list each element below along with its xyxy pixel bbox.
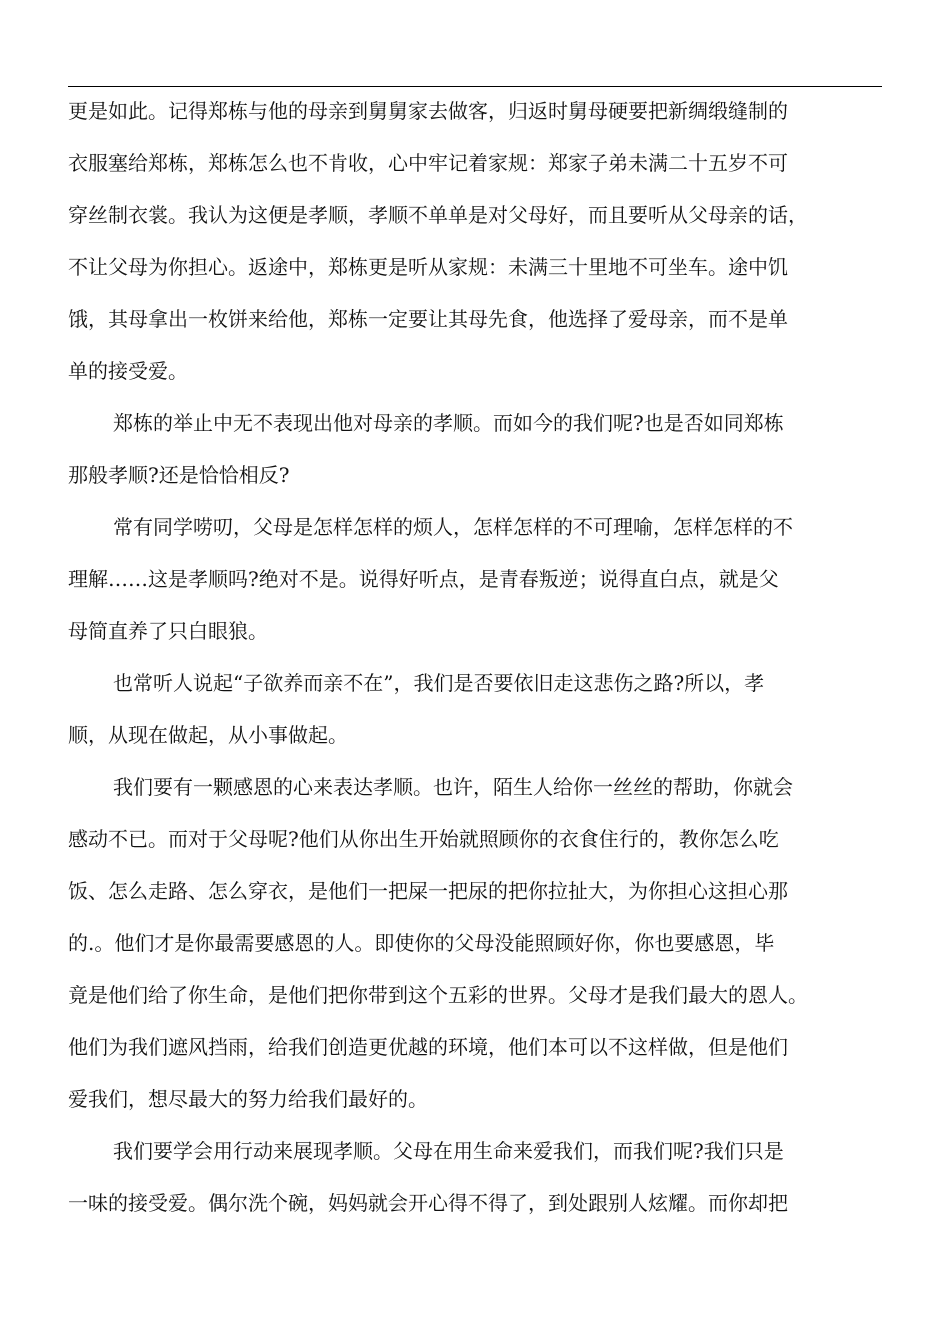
text-line-16: 饭、怎么走路、怎么穿衣，是他们一把屎一把尿的把你拉扯大，为你担心这担心那 [68,879,788,903]
text-line-8: 那般孝顺?还是恰恰相反? [68,463,290,487]
text-line-10: 理解……这是孝顺吗?绝对不是。说得好听点，是青春叛逆；说得直白点，就是父 [68,567,779,591]
text-line-15: 感动不已。而对于父母呢?他们从你出生开始就照顾你的衣食住行的，教你怎么吃 [68,827,779,851]
text-line-6: 单的接受爱。 [68,359,188,383]
text-line-7: 郑栋的举止中无不表现出他对母亲的孝顺。而如今的我们呢?也是否如同郑栋 [113,411,784,435]
text-line-17: 的.。他们才是你最需要感恩的人。即使你的父母没能照顾好你，你也要感恩，毕 [68,931,775,955]
text-line-12: 也常听人说起“子欲养而亲不在”，我们是否要依旧走这悲伤之路?所以，孝 [113,671,765,695]
text-line-9: 常有同学唠叨，父母是怎样怎样的烦人，怎样怎样的不可理喻，怎样怎样的不 [113,515,793,539]
text-line-5: 饿，其母拿出一枚饼来给他，郑栋一定要让其母先食，他选择了爱母亲，而不是单 [68,307,788,331]
text-line-21: 我们要学会用行动来展现孝顺。父母在用生命来爱我们，而我们呢?我们只是 [113,1139,784,1163]
text-line-14: 我们要有一颗感恩的心来表达孝顺。也许，陌生人给你一丝丝的帮助，你就会 [113,775,793,799]
text-line-13: 顺，从现在做起，从小事做起。 [68,723,348,747]
text-line-4: 不让父母为你担心。返途中，郑栋更是听从家规：未满三十里地不可坐车。途中饥 [68,255,788,279]
text-line-1: 更是如此。记得郑栋与他的母亲到舅舅家去做客，归返时舅母硬要把新绸缎缝制的 [68,99,788,123]
header-rule [68,86,882,87]
text-line-18: 竟是他们给了你生命，是他们把你带到这个五彩的世界。父母才是我们最大的恩人。 [68,983,808,1007]
text-line-3: 穿丝制衣裳。我认为这便是孝顺，孝顺不单单是对父母好，而且要听从父母亲的话， [68,203,808,227]
text-line-22: 一味的接受爱。偶尔洗个碗，妈妈就会开心得不得了，到处跟别人炫耀。而你却把 [68,1191,788,1215]
text-line-20: 爱我们，想尽最大的努力给我们最好的。 [68,1087,428,1111]
text-line-11: 母简直养了只白眼狼。 [68,619,268,643]
text-line-2: 衣服塞给郑栋，郑栋怎么也不肯收，心中牢记着家规：郑家子弟未满二十五岁不可 [68,151,788,175]
text-line-19: 他们为我们遮风挡雨，给我们创造更优越的环境，他们本可以不这样做，但是他们 [68,1035,788,1059]
